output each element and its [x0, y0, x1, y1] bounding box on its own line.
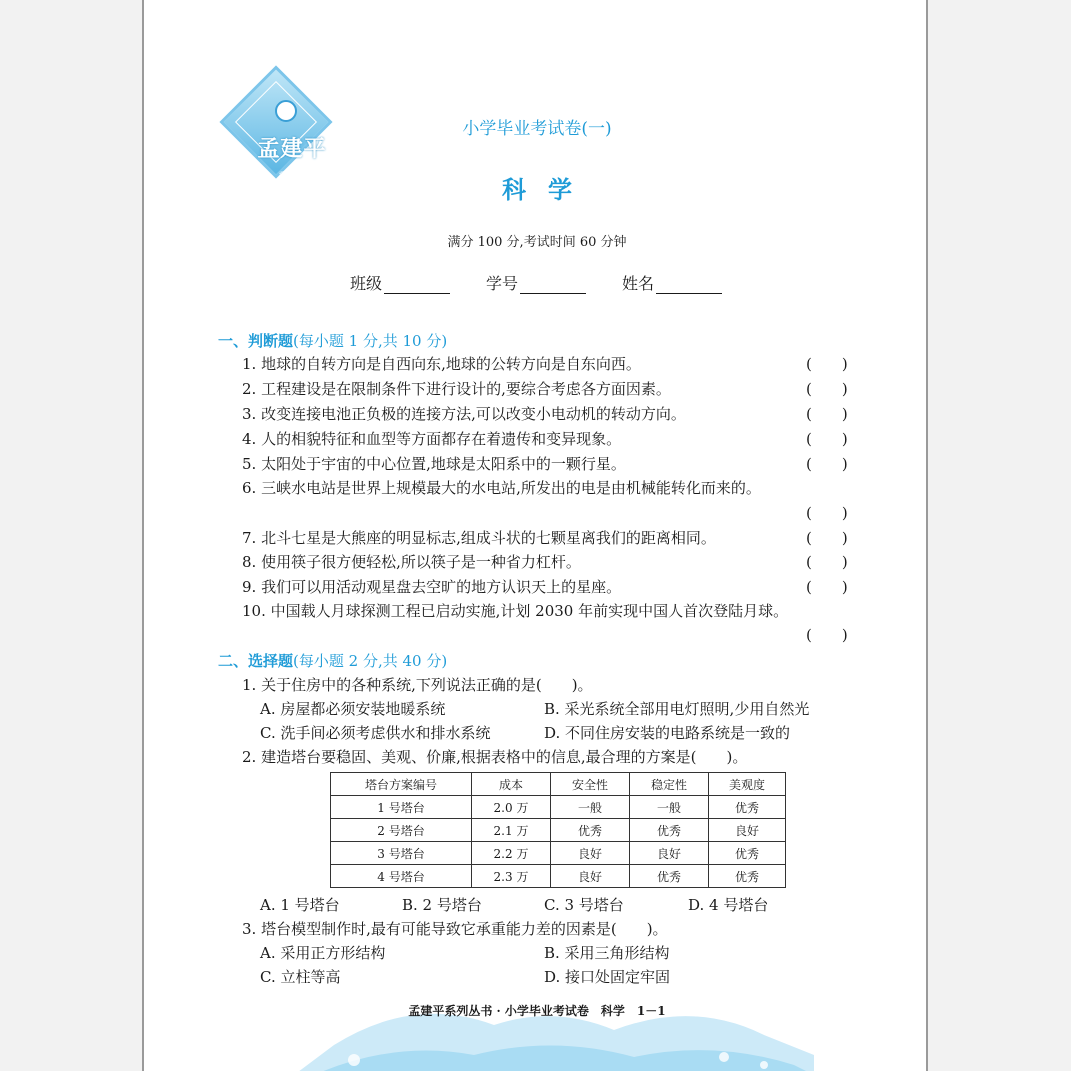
section-multiple-choice-heading: 二、选择题(每小题 2 分,共 40 分)	[218, 652, 448, 670]
answer-blank[interactable]: ( )	[806, 504, 848, 522]
option-d[interactable]: D. 4 号塔台	[688, 896, 769, 914]
option-c[interactable]: C. 洗手间必须考虑供水和排水系统	[260, 724, 491, 742]
table-cell: 优秀	[630, 865, 709, 888]
table-cell: 良好	[551, 865, 630, 888]
answer-blank[interactable]: ( )	[806, 405, 848, 423]
table-cell: 3 号塔台	[331, 842, 472, 865]
subject-title: 科学	[502, 175, 594, 204]
table-header: 安全性	[551, 773, 630, 796]
question-stem: 1. 关于住房中的各种系统,下列说法正确的是( )。	[242, 676, 593, 694]
table-cell: 一般	[551, 796, 630, 819]
table-header: 塔台方案编号	[331, 773, 472, 796]
table-cell: 2 号塔台	[331, 819, 472, 842]
answer-blank[interactable]: ( )	[806, 380, 848, 398]
brand-logo-text: 孟建平	[257, 137, 327, 162]
table-cell: 2.0 万	[472, 796, 551, 819]
table-row	[331, 842, 786, 865]
table-row	[331, 819, 786, 842]
table-cell: 2.3 万	[472, 865, 551, 888]
option-a[interactable]: A. 采用正方形结构	[260, 944, 386, 962]
table-cell: 4 号塔台	[331, 865, 472, 888]
table-cell: 良好	[551, 842, 630, 865]
page-footer: 孟建平系列丛书 · 小学毕业考试卷 科学 1－1	[408, 1004, 666, 1018]
question-item: 5. 太阳处于宇宙的中心位置,地球是太阳系中的一颗行星。	[242, 455, 626, 473]
table-row	[331, 865, 786, 888]
answer-blank[interactable]: ( )	[806, 355, 848, 373]
answer-blank[interactable]: ( )	[806, 626, 848, 644]
question-item: 3. 改变连接电池正负极的连接方法,可以改变小电动机的转动方向。	[242, 405, 686, 423]
name-field[interactable]: 姓名	[622, 271, 722, 294]
table-cell: 2.1 万	[472, 819, 551, 842]
option-c[interactable]: C. 立柱等高	[260, 968, 341, 986]
question-stem: 3. 塔台模型制作时,最有可能导致它承重能力差的因素是( )。	[242, 920, 668, 938]
brand-logo-subtitle: 系列丛书	[278, 171, 310, 180]
question-item: 2. 工程建设是在限制条件下进行设计的,要综合考虑各方面因素。	[242, 380, 671, 398]
table-cell: 一般	[630, 796, 709, 819]
answer-blank[interactable]: ( )	[806, 455, 848, 473]
option-b[interactable]: B. 2 号塔台	[402, 896, 482, 914]
question-stem: 2. 建造塔台要稳固、美观、价廉,根据表格中的信息,最合理的方案是( )。	[242, 748, 748, 766]
question-item: 1. 地球的自转方向是自西向东,地球的公转方向是自东向西。	[242, 355, 641, 373]
tower-plan-table	[330, 772, 786, 888]
answer-blank[interactable]: ( )	[806, 529, 848, 547]
student-id-field[interactable]: 学号	[486, 271, 586, 294]
option-d[interactable]: D. 接口处固定牢固	[544, 968, 671, 986]
option-a[interactable]: A. 1 号塔台	[260, 896, 340, 914]
question-item: 7. 北斗七星是大熊座的明显标志,组成斗状的七颗星离我们的距离相同。	[242, 529, 716, 547]
exam-meta: 满分 100 分,考试时间 60 分钟	[447, 235, 627, 250]
table-header: 美观度	[709, 773, 786, 796]
table-cell: 优秀	[630, 819, 709, 842]
table-row	[331, 796, 786, 819]
table-header: 成本	[472, 773, 551, 796]
exam-page	[142, 0, 928, 1071]
table-cell: 2.2 万	[472, 842, 551, 865]
question-item: 9. 我们可以用活动观星盘去空旷的地方认识天上的星座。	[242, 578, 622, 596]
table-cell: 良好	[630, 842, 709, 865]
question-item: 8. 使用筷子很方便轻松,所以筷子是一种省力杠杆。	[242, 553, 581, 571]
table-cell: 良好	[709, 819, 786, 842]
question-item: 6. 三峡水电站是世界上规模最大的水电站,所发出的电是由机械能转化而来的。	[242, 479, 761, 497]
option-a[interactable]: A. 房屋都必须安装地暖系统	[260, 700, 446, 718]
table-header-row	[331, 773, 786, 796]
section-true-false-heading: 一、判断题(每小题 1 分,共 10 分)	[218, 332, 448, 350]
table-cell: 优秀	[709, 796, 786, 819]
table-cell: 优秀	[709, 865, 786, 888]
option-d[interactable]: D. 不同住房安装的电路系统是一致的	[544, 724, 791, 742]
option-b[interactable]: B. 采光系统全部用电灯照明,少用自然光	[544, 700, 810, 718]
question-item: 10. 中国载人月球探测工程已启动实施,计划 2030 年前实现中国人首次登陆月球。	[242, 602, 789, 620]
option-b[interactable]: B. 采用三角形结构	[544, 944, 670, 962]
table-header: 稳定性	[630, 773, 709, 796]
table-cell: 优秀	[551, 819, 630, 842]
answer-blank[interactable]: ( )	[806, 578, 848, 596]
table-cell: 1 号塔台	[331, 796, 472, 819]
footer-landscape-art	[294, 985, 814, 1071]
option-c[interactable]: C. 3 号塔台	[544, 896, 624, 914]
table-cell: 优秀	[709, 842, 786, 865]
question-item: 4. 人的相貌特征和血型等方面都存在着遗传和变异现象。	[242, 430, 622, 448]
class-field[interactable]: 班级	[350, 271, 450, 294]
answer-blank[interactable]: ( )	[806, 430, 848, 448]
exam-title: 小学毕业考试卷(一)	[462, 119, 612, 139]
answer-blank[interactable]: ( )	[806, 553, 848, 571]
